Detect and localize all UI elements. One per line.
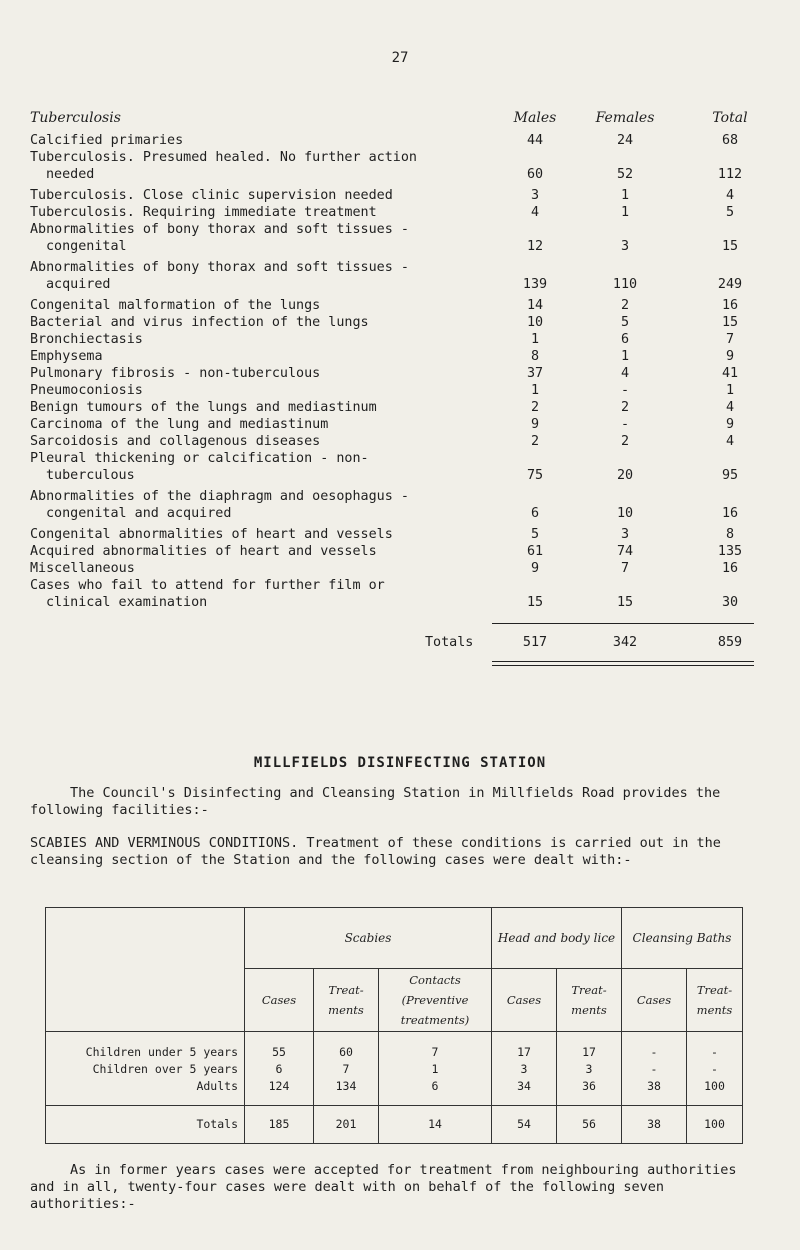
section-title: MILLFIELDS DISINFECTING STATION: [253, 755, 547, 771]
tb-row-females: 110: [612, 277, 638, 292]
total-scabies-treatments: 201: [314, 1106, 379, 1144]
cell-value: 6: [275, 1062, 283, 1076]
cell-value: 60: [339, 1045, 353, 1059]
cell-value: 100: [704, 1079, 725, 1093]
tb-row: [30, 416, 760, 433]
tb-row-label: Congenital malformation of the lungs: [30, 298, 321, 313]
tb-row-females: 6: [620, 332, 630, 347]
col-bath-treatments: [687, 1032, 743, 1106]
tb-row-females: 52: [616, 167, 634, 182]
tb-row-total: 249: [717, 277, 743, 292]
tb-row-females: -: [620, 383, 630, 398]
tb-table-header: [30, 110, 760, 132]
tb-row-label: Calcified primaries: [30, 133, 184, 148]
tb-row-total: 95: [721, 468, 739, 483]
tb-row-label-continued: tuberculous: [46, 468, 135, 483]
tb-row-males: 8: [530, 349, 540, 364]
tb-row-females: -: [620, 417, 630, 432]
tb-row-total: 5: [725, 205, 735, 220]
group-scabies: Scabies: [245, 908, 492, 969]
cell-value: 7: [342, 1062, 350, 1076]
tb-totals-males: 517: [522, 635, 548, 650]
cell-value: 1: [431, 1062, 439, 1076]
cell-value: 38: [647, 1079, 661, 1093]
tb-row-total: 112: [717, 167, 743, 182]
tb-row-males: 1: [530, 332, 540, 347]
tb-row-males: 10: [526, 315, 544, 330]
cell-value: 3: [585, 1062, 593, 1076]
page-number: 27: [391, 50, 409, 66]
tb-row-total: 16: [721, 506, 739, 521]
tb-row-males: 60: [526, 167, 544, 182]
tb-row: [30, 365, 760, 382]
tb-rows: [30, 132, 760, 615]
tb-row-females: 4: [620, 366, 630, 381]
tb-row-males: 44: [526, 133, 544, 148]
tb-row: [30, 259, 760, 293]
tb-row-total: 8: [725, 527, 735, 542]
row-label-children-over-5: Children over 5 years: [92, 1062, 238, 1076]
group-cleansing-baths: Cleansing Baths: [622, 908, 743, 969]
tb-row-males: 61: [526, 544, 544, 559]
tb-row-total: 4: [725, 188, 735, 203]
tb-totals-row: [30, 619, 760, 659]
total-lice-cases: 54: [492, 1106, 557, 1144]
tb-row: [30, 399, 760, 416]
scabies-paragraph: SCABIES AND VERMINOUS CONDITIONS. Treatment of these conditions is carried out in the cleansing section of the Station and the following cases were dealt with:-: [30, 835, 721, 868]
cell-value: 124: [268, 1079, 290, 1093]
tb-row-label: Cases who fail to attend for further film or: [30, 578, 385, 593]
tb-row: [30, 560, 760, 577]
cell-value: -: [650, 1062, 658, 1076]
tb-row: [30, 382, 760, 399]
tb-row-males: 2: [530, 434, 540, 449]
tb-row-males: 9: [530, 417, 540, 432]
group-head-body-lice: Head and body lice: [492, 908, 622, 969]
tb-row: [30, 297, 760, 314]
tb-header-females: Females: [595, 110, 655, 126]
subhead-bath-treatments: Treat- ments: [687, 969, 743, 1032]
tb-row-label: Pneumoconiosis: [30, 383, 143, 398]
tb-row: [30, 187, 760, 204]
tb-row: [30, 577, 760, 611]
tb-row: [30, 221, 760, 255]
tb-row-label: Abnormalities of the diaphragm and oesophagus -: [30, 489, 409, 504]
tb-row-label: Bronchiectasis: [30, 332, 143, 347]
row-labels: [46, 1032, 245, 1106]
col-contacts: [379, 1032, 492, 1106]
cell-value: 6: [431, 1079, 439, 1093]
totals-rule-top: [492, 623, 754, 624]
tb-row-males: 14: [526, 298, 544, 313]
total-contacts: 14: [379, 1106, 492, 1144]
row-label-adults: Adults: [196, 1079, 238, 1093]
tb-row: [30, 488, 760, 522]
scabies-data-row: [46, 1032, 743, 1106]
tb-row-females: 2: [620, 298, 630, 313]
tb-row-females: 24: [616, 133, 634, 148]
subhead-lice-cases: Cases: [492, 969, 557, 1032]
tb-row-females: 1: [620, 205, 630, 220]
tb-row-total: 4: [725, 400, 735, 415]
tb-row: [30, 149, 760, 183]
cell-value: 17: [582, 1045, 596, 1059]
tb-row-label-continued: acquired: [46, 277, 111, 292]
tb-row-males: 5: [530, 527, 540, 542]
intro-paragraph: The Council's Disinfecting and Cleansing Station in Millfields Road provides the following facilities:-: [30, 785, 721, 818]
tb-row-females: 15: [616, 595, 634, 610]
subhead-lice-treatments: Treat- ments: [557, 969, 622, 1032]
cell-value: -: [650, 1045, 658, 1059]
tb-row-label-continued: congenital and acquired: [46, 506, 232, 521]
tb-row-females: 20: [616, 468, 634, 483]
tb-row-males: 15: [526, 595, 544, 610]
tb-row-males: 37: [526, 366, 544, 381]
scabies-totals-row: [46, 1106, 743, 1144]
tb-row-total: 4: [725, 434, 735, 449]
total-bath-treatments: 100: [687, 1106, 743, 1144]
tb-row-label: Abnormalities of bony thorax and soft tissues -: [30, 222, 409, 237]
tb-row-females: 1: [620, 188, 630, 203]
tb-row-males: 1: [530, 383, 540, 398]
col-scabies-treatments: [314, 1032, 379, 1106]
tb-row-label: Miscellaneous: [30, 561, 135, 576]
tb-row: [30, 526, 760, 543]
tb-row-males: 4: [530, 205, 540, 220]
tb-totals-total: 859: [717, 635, 743, 650]
cell-value: 3: [520, 1062, 528, 1076]
tb-header-label: Tuberculosis: [30, 110, 121, 126]
subhead-scabies-cases: Cases: [245, 969, 314, 1032]
tb-row: [30, 543, 760, 560]
subhead-scabies-treatments: Treat- ments: [314, 969, 379, 1032]
tb-row: [30, 204, 760, 221]
scabies-table: [45, 907, 743, 1144]
tb-row-females: 3: [620, 527, 630, 542]
tb-row-females: 7: [620, 561, 630, 576]
cell-value: -: [711, 1045, 718, 1059]
tb-row-total: 1: [725, 383, 735, 398]
tb-row-label: Abnormalities of bony thorax and soft tissues -: [30, 260, 409, 275]
tb-row-males: 75: [526, 468, 544, 483]
tb-totals-label: Totals: [425, 635, 474, 650]
tb-row-females: 1: [620, 349, 630, 364]
tb-header-males: Males: [513, 110, 557, 126]
cell-value: 17: [517, 1045, 531, 1059]
tb-row-females: 5: [620, 315, 630, 330]
tb-row-males: 6: [530, 506, 540, 521]
tb-row-label: Bacterial and virus infection of the lungs: [30, 315, 369, 330]
tb-row-total: 41: [721, 366, 739, 381]
tb-row-females: 2: [620, 400, 630, 415]
col-scabies-cases: [245, 1032, 314, 1106]
tb-row-total: 135: [717, 544, 743, 559]
tb-row-males: 3: [530, 188, 540, 203]
subhead-bath-cases: Cases: [622, 969, 687, 1032]
total-scabies-cases: 185: [245, 1106, 314, 1144]
cell-value: 36: [582, 1079, 596, 1093]
cell-value: 34: [517, 1079, 531, 1093]
tb-row-label-continued: clinical examination: [46, 595, 208, 610]
tb-row-males: 12: [526, 239, 544, 254]
tb-row-label: Sarcoidosis and collagenous diseases: [30, 434, 321, 449]
cell-value: 7: [431, 1045, 439, 1059]
tb-row: [30, 331, 760, 348]
totals-label: Totals: [46, 1106, 245, 1144]
tb-row-label-continued: needed: [46, 167, 95, 182]
tb-row-females: 2: [620, 434, 630, 449]
tb-row-label: Benign tumours of the lungs and mediastinum: [30, 400, 377, 415]
tuberculosis-table: [30, 110, 760, 659]
tb-row-label: Tuberculosis. Close clinic supervision needed: [30, 188, 393, 203]
col-lice-treatments: [557, 1032, 622, 1106]
tb-row-total: 16: [721, 561, 739, 576]
corner-cell: [46, 908, 245, 1032]
tb-row-males: 2: [530, 400, 540, 415]
tb-totals-females: 342: [612, 635, 638, 650]
tb-row-males: 9: [530, 561, 540, 576]
total-bath-cases: 38: [622, 1106, 687, 1144]
row-gap: [30, 611, 760, 615]
tb-row-label-continued: congenital: [46, 239, 127, 254]
tb-row-label: Emphysema: [30, 349, 103, 364]
tb-row-total: 30: [721, 595, 739, 610]
tb-row-males: 139: [522, 277, 548, 292]
cell-value: -: [711, 1062, 718, 1076]
tb-row-total: 16: [721, 298, 739, 313]
col-bath-cases: [622, 1032, 687, 1106]
totals-rule-double: [492, 661, 754, 666]
cell-value: 134: [335, 1079, 357, 1093]
tb-row-label: Congenital abnormalities of heart and vessels: [30, 527, 393, 542]
tb-row-total: 7: [725, 332, 735, 347]
tb-row-label: Pleural thickening or calcification - non-: [30, 451, 369, 466]
tb-row-label: Tuberculosis. Presumed healed. No further action: [30, 150, 417, 165]
tb-row: [30, 433, 760, 450]
tb-header-total: Total: [712, 110, 748, 126]
closing-paragraph: As in former years cases were accepted for treatment from neighbouring authorities and in all, twenty-four cases were dealt with on behalf of the following seven authorities:-: [30, 1162, 737, 1212]
tb-row: [30, 450, 760, 484]
tb-row-total: 9: [725, 349, 735, 364]
tb-row-total: 15: [721, 315, 739, 330]
total-lice-treatments: 56: [557, 1106, 622, 1144]
subhead-contacts: Contacts (Preventive treatments): [379, 969, 492, 1032]
tb-row-label: Carcinoma of the lung and mediastinum: [30, 417, 329, 432]
tb-row-females: 74: [616, 544, 634, 559]
tb-row: [30, 132, 760, 149]
tb-row-label: Pulmonary fibrosis - non-tuberculous: [30, 366, 321, 381]
cell-value: 55: [272, 1045, 286, 1059]
tb-row-total: 9: [725, 417, 735, 432]
tb-row-total: 68: [721, 133, 739, 148]
tb-row-label: Acquired abnormalities of heart and vessels: [30, 544, 377, 559]
tb-row: [30, 314, 760, 331]
row-label-children-under-5: Children under 5 years: [85, 1045, 238, 1059]
tb-row-females: 3: [620, 239, 630, 254]
col-lice-cases: [492, 1032, 557, 1106]
tb-row: [30, 348, 760, 365]
tb-row-total: 15: [721, 239, 739, 254]
tb-row-label: Tuberculosis. Requiring immediate treatment: [30, 205, 377, 220]
tb-row-females: 10: [616, 506, 634, 521]
